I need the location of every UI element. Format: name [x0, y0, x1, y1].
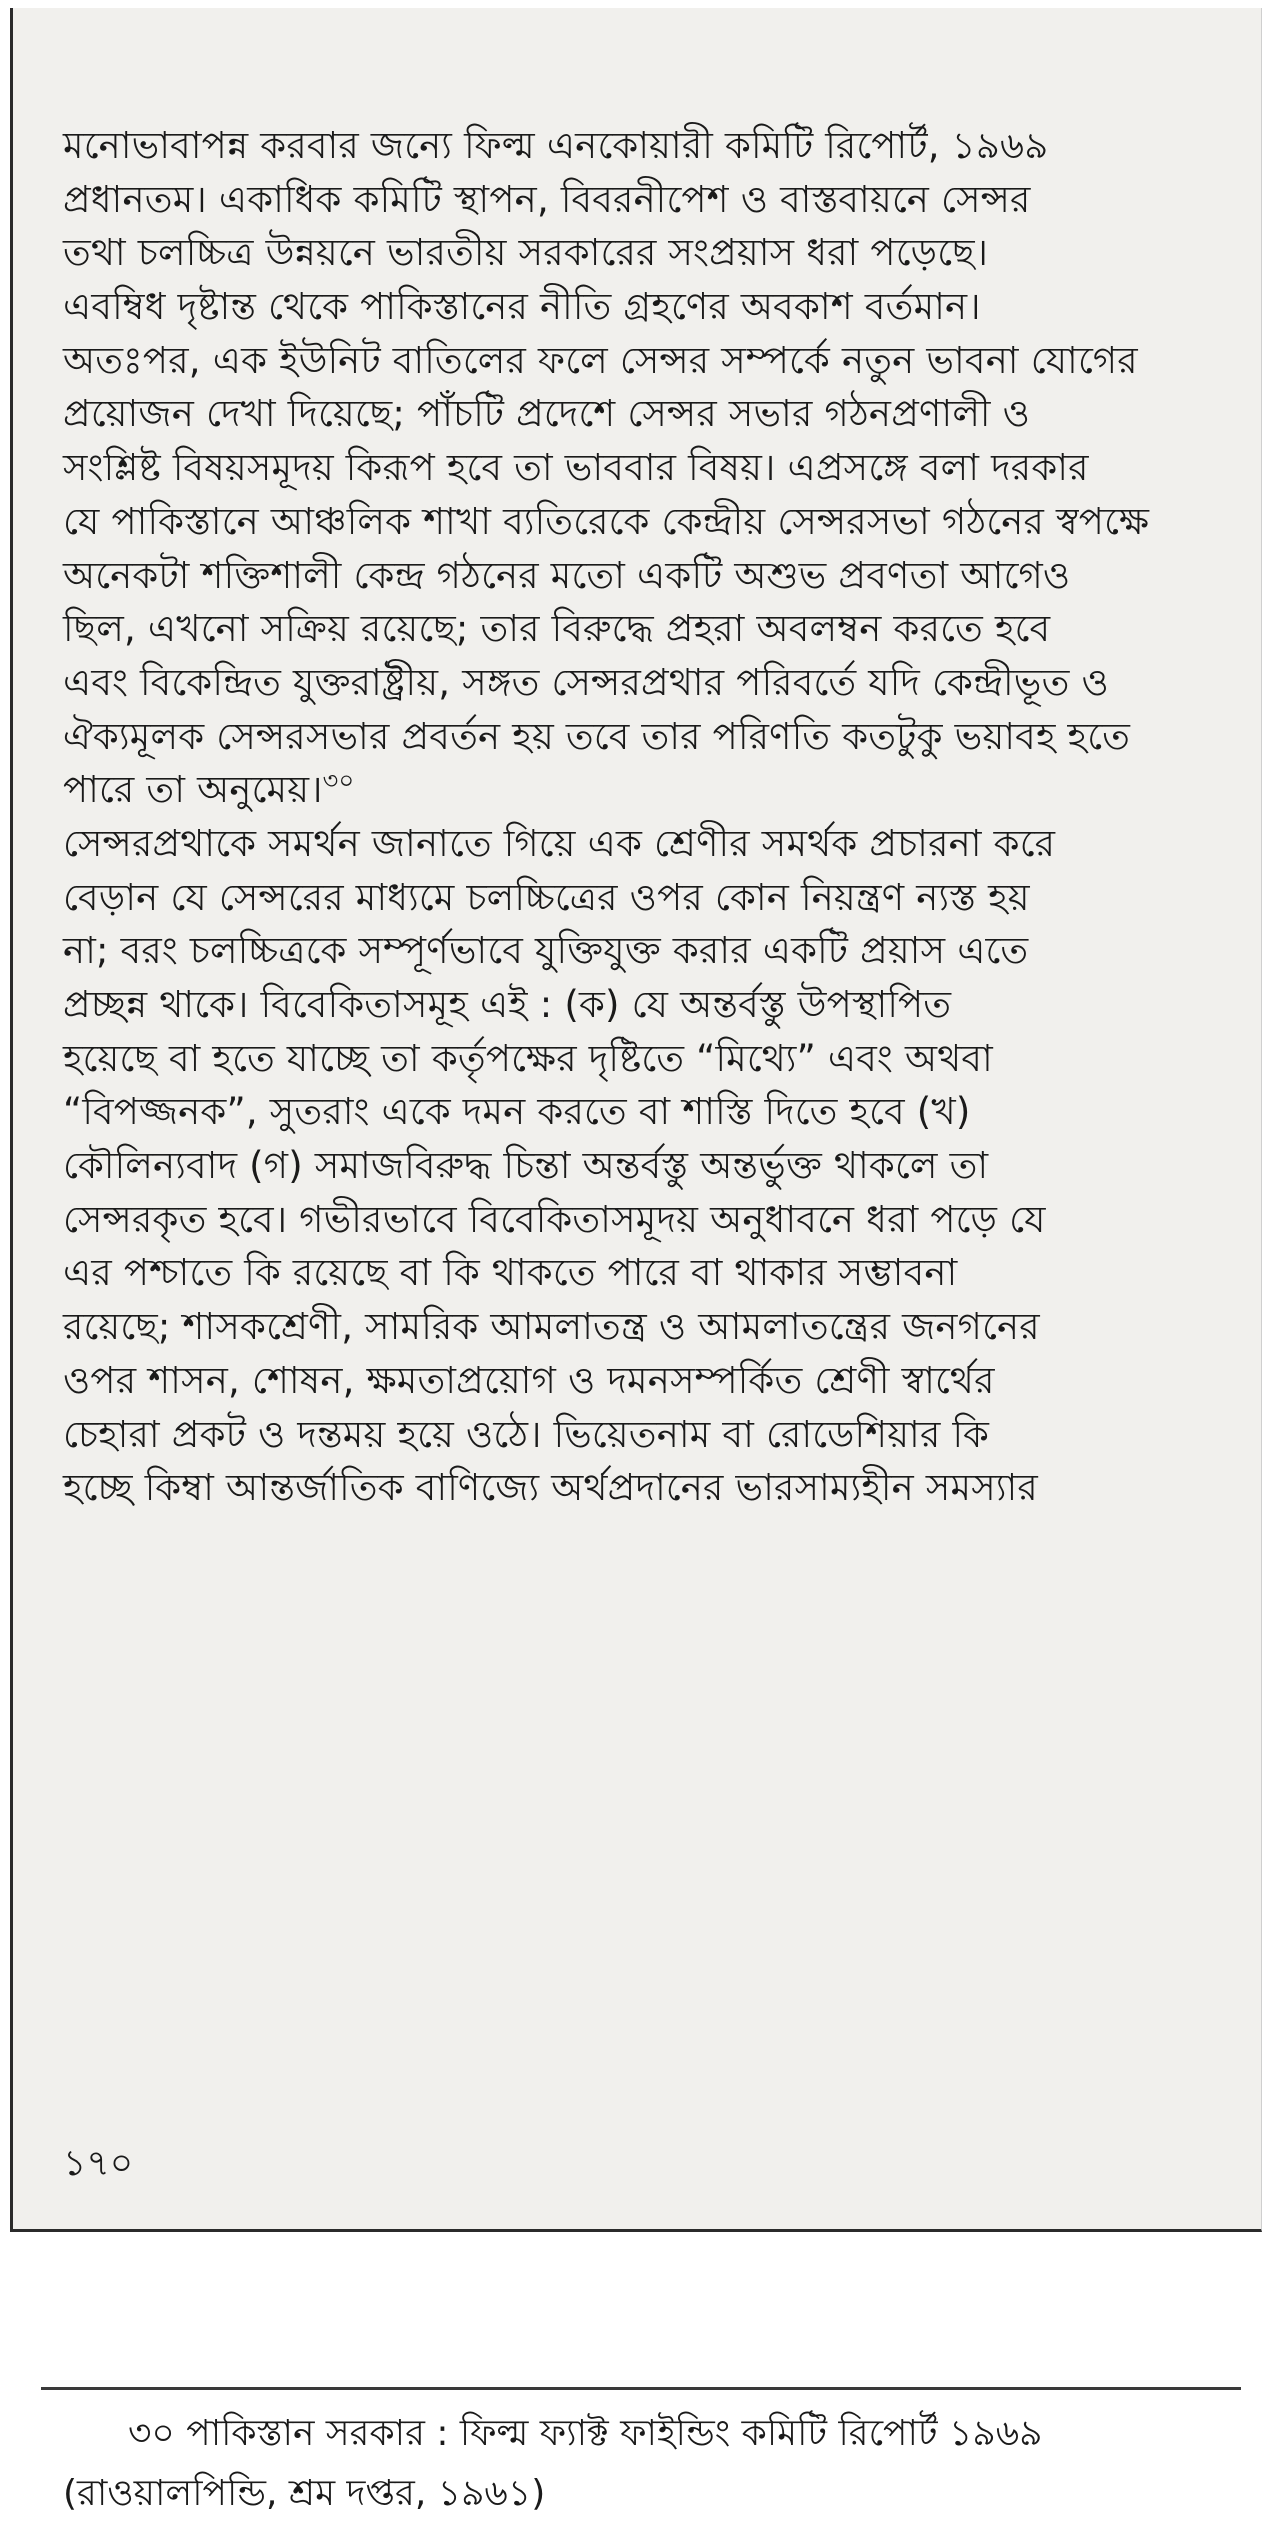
- text-line: সেন্সরপ্রথাকে সমর্থন জানাতে গিয়ে এক শ্রেণীর সমর্থক প্রচারনা করে: [63, 821, 1056, 865]
- paragraph-1: [63, 120, 1233, 816]
- text-line-content: পারে তা অনুমেয়।: [63, 768, 323, 812]
- text-line: এর পশ্চাতে কি রয়েছে বা কি থাকতে পারে বা থাকার সম্ভাবনা: [63, 1251, 958, 1295]
- text-line: হয়েছে বা হতে যাচ্ছে তা কর্তৃপক্ষের দৃষ্টিতে “মিথ্যে” এবং অথবা: [63, 1036, 993, 1080]
- footnote-reference[interactable]: ৩০: [322, 766, 355, 795]
- book-page: [10, 8, 1262, 2514]
- footnote-30: ৩০ পাকিস্তান সরকার : ফিল্ম ফ্যাক্ট ফাইন্ডিং কমিটি রিপোর্ট ১৯৬৯: [128, 2413, 1043, 2454]
- text-line: কৌলিন্যবাদ (গ) সমাজবিরুদ্ধ চিন্তা অন্তর্বস্তু অন্তর্ভুক্ত থাকলে তা: [63, 1144, 989, 1188]
- paragraph-2: [63, 818, 1233, 1514]
- text-line: না; বরং চলচ্চিত্রকে সম্পূর্ণভাবে যুক্তিযুক্ত করার একটি প্রয়াস এতে: [63, 929, 1029, 973]
- footnotes: [63, 2408, 1233, 2528]
- text-line: অতঃপর, এক ইউনিট বাতিলের ফলে সেন্সর সম্পর্কে নতুন ভাবনা যোগের: [63, 338, 1138, 382]
- text-line: এবম্বিধ দৃষ্টান্ত থেকে পাকিস্তানের নীতি গ্রহণের অবকাশ বর্তমান।: [63, 285, 981, 329]
- text-line: [63, 764, 1233, 816]
- footnote-divider: [41, 2387, 1241, 2390]
- text-line: “বিপজ্জনক”, সুতরাং একে দমন করতে বা শাস্তি দিতে হবে (খ): [63, 1090, 971, 1134]
- text-line: সেন্সরকৃত হবে। গভীরভাবে বিবেকিতাসমূদয় অনুধাবনে ধরা পড়ে যে: [63, 1197, 1046, 1241]
- text-line: বেড়ান যে সেন্সরের মাধ্যমে চলচ্চিত্রের ওপর কোন নিয়ন্ত্রণ ন্যস্ত হয়: [63, 875, 1030, 919]
- text-line: যে পাকিস্তানে আঞ্চলিক শাখা ব্যতিরেকে কেন্দ্রীয় সেন্সরসভা গঠনের স্বপক্ষে: [63, 499, 1150, 543]
- text-line: সংশ্লিষ্ট বিষয়সমূদয় কিরূপ হবে তা ভাববার বিষয়। এপ্রসঙ্গে বলা দরকার: [63, 446, 1089, 490]
- footnote-30-continued: (রাওয়ালপিন্ডি, শ্রম দপ্তর, ১৯৬১): [63, 2473, 546, 2514]
- text-line: হচ্ছে কিম্বা আন্তর্জাতিক বাণিজ্যে অর্থপ্রদানের ভারসাম্যহীন সমস্যার: [63, 1466, 1038, 1510]
- text-line: প্রধানতম। একাধিক কমিটি স্থাপন, বিবরনীপেশ ও বাস্তবায়নে সেন্সর: [63, 177, 1031, 221]
- page-number: ১৭০: [63, 2143, 134, 2184]
- text-line: ছিল, এখনো সক্রিয় রয়েছে; তার বিরুদ্ধে প্রহরা অবলম্বন করতে হবে: [63, 607, 1051, 651]
- text-line: তথা চলচ্চিত্র উন্নয়নে ভারতীয় সরকারের সংপ্রয়াস ধরা পড়েছে।: [63, 231, 989, 275]
- text-line: চেহারা প্রকট ও দন্তময় হয়ে ওঠে। ভিয়েতনাম বা রোডেশিয়ার কি: [63, 1412, 990, 1456]
- text-line: রয়েছে; শাসকশ্রেণী, সামরিক আমলাতন্ত্র ও আমলাতন্ত্রের জনগনের: [63, 1305, 1040, 1349]
- text-line: অনেকটা শক্তিশালী কেন্দ্র গঠনের মতো একটি অশুভ প্রবণতা আগেও: [63, 553, 1071, 597]
- main-text: [63, 120, 1233, 1516]
- text-line: এবং বিকেন্দ্রিত যুক্তরাষ্ট্রীয়, সঙ্গত সেন্সরপ্রথার পরিবর্তে যদি কেন্দ্রীভূত ও: [63, 660, 1109, 704]
- text-line: মনোভাবাপন্ন করবার জন্যে ফিল্ম এনকোয়ারী কমিটি রিপোর্ট, ১৯৬৯: [63, 124, 1049, 167]
- text-line: ওপর শাসন, শোষন, ক্ষমতাপ্রয়োগ ও দমনসম্পর্কিত শ্রেণী স্বার্থের: [63, 1358, 995, 1402]
- text-line: প্রচ্ছন্ন থাকে। বিবেকিতাসমূহ এই : (ক) যে অন্তর্বস্তু উপস্থাপিত: [63, 983, 952, 1026]
- text-line: ঐক্যমূলক সেন্সরসভার প্রবর্তন হয় তবে তার পরিণতি কতটুকু ভয়াবহ হতে: [63, 714, 1131, 758]
- text-line: প্রয়োজন দেখা দিয়েছে; পাঁচটি প্রদেশে সেন্সর সভার গঠনপ্রণালী ও: [63, 392, 1031, 436]
